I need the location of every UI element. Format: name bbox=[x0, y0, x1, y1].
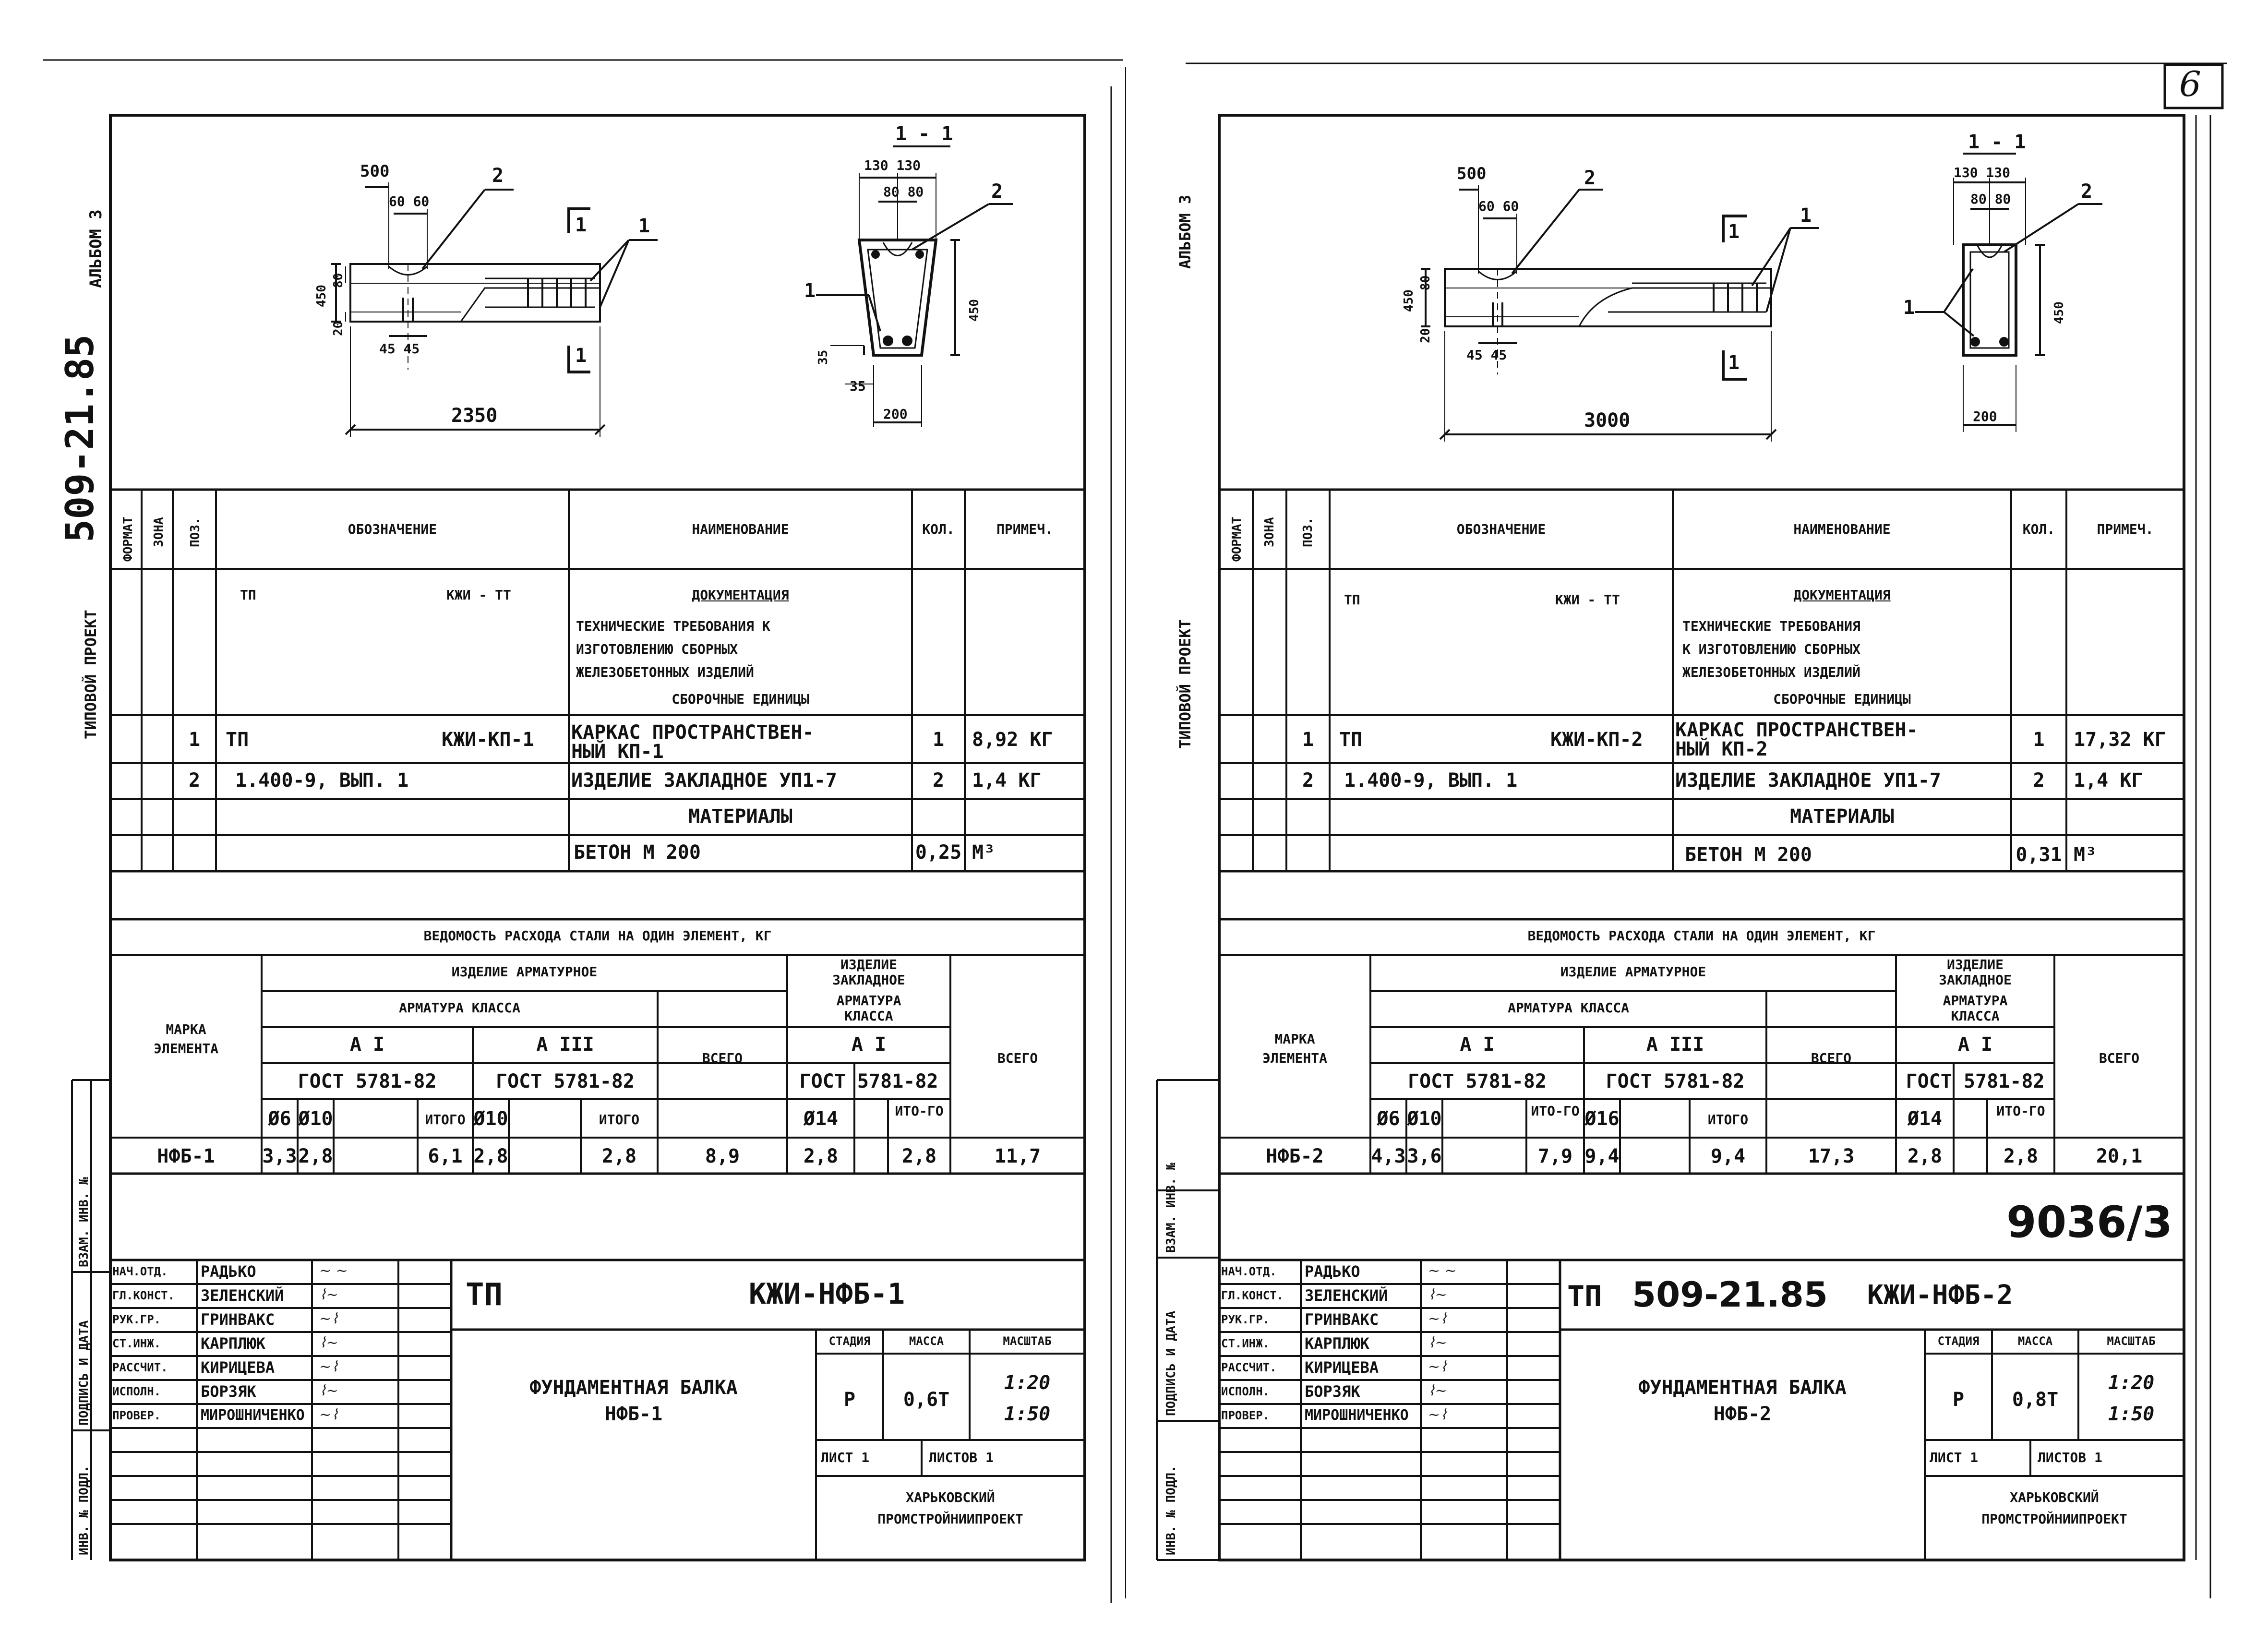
spec-row2-qty-2: 2 bbox=[2033, 769, 2045, 792]
steel-mark-1b: ЭЛЕМЕНТА bbox=[154, 1041, 218, 1056]
steel-row-v8-1: 11,7 bbox=[994, 1145, 1041, 1167]
tb-role-4-2: РАССЧИТ. bbox=[1221, 1361, 1277, 1374]
section-top-2: 130 130 bbox=[1954, 165, 2011, 180]
tb-mass-2: 0,8Т bbox=[2012, 1389, 2059, 1411]
steel-gost-1c: ГОСТ 5781-82 bbox=[799, 1070, 938, 1092]
tb-role-3-1: СТ.ИНЖ. bbox=[112, 1337, 161, 1350]
tb-stage-h-1: СТАДИЯ bbox=[828, 1334, 871, 1348]
tb-name-1-2: ЗЕЛЕНСКИЙ bbox=[1305, 1286, 1388, 1305]
beam-elevation-1 bbox=[331, 182, 658, 437]
signature-mark: ⌇~ bbox=[1428, 1286, 1447, 1303]
steel-title-1: ВЕДОМОСТЬ РАСХОДА СТАЛИ НА ОДИН ЭЛЕМЕНТ, КГ bbox=[423, 928, 772, 944]
steel-row-v0-1: 3,3 bbox=[262, 1145, 297, 1167]
spine-margin-r2: ПОДПИСЬ И ДАТА bbox=[1164, 1310, 1178, 1416]
steel-emb-class-1a: АРМАТУРА bbox=[836, 993, 901, 1008]
spec-assembly-2: СБОРОЧНЫЕ ЕДИНИЦЫ bbox=[1773, 691, 1911, 707]
tb-name-6-1: МИРОШНИЧЕНКО bbox=[201, 1407, 305, 1424]
spec-row2-name1-2: ИЗДЕЛИЕ ЗАКЛАДНОЕ УП1-7 bbox=[1675, 769, 1941, 792]
steel-row-v1-1: 2,8 bbox=[298, 1145, 333, 1167]
tb-sheet-1: ЛИСТ 1 bbox=[821, 1450, 870, 1465]
dim-bot-1: 45 45 bbox=[379, 341, 420, 357]
leader-2-right: 2 bbox=[1584, 167, 1596, 189]
steel-total-arm-2: ВСЕГО bbox=[1811, 1050, 1852, 1066]
tb-name-0-2: РАДЬКО bbox=[1305, 1262, 1360, 1281]
dim-b-2: 20 bbox=[1418, 328, 1433, 343]
tb-name-2-2: ГРИНВАКС bbox=[1305, 1310, 1379, 1329]
tb-sheet-2: ЛИСТ 1 bbox=[1930, 1450, 1979, 1465]
section-top-1: 130 130 bbox=[864, 157, 921, 173]
spec-doc-name-2a: ТЕХНИЧЕСКИЕ ТРЕБОВАНИЯ bbox=[1682, 618, 1860, 634]
dim-sub-2: 60 60 bbox=[1478, 198, 1519, 214]
spec-row1-code-b-2: КЖИ-КП-2 bbox=[1550, 729, 1643, 751]
spec-row1-code-b-1: КЖИ-КП-1 bbox=[442, 729, 534, 751]
steel-emb-1a: ИЗДЕЛИЕ bbox=[840, 957, 897, 972]
spec-row1-pos-2: 1 bbox=[1302, 729, 1314, 751]
signature-mark: ⌇~ bbox=[1428, 1382, 1447, 1399]
cut-mark-1a: 1 bbox=[575, 214, 587, 236]
tb-name-4-2: КИРИЦЕВА bbox=[1305, 1358, 1379, 1377]
steel-col-d6-2: Ø6 bbox=[1377, 1108, 1400, 1130]
dim-top-1: 500 bbox=[360, 162, 390, 181]
tb-name1-1: ФУНДАМЕНТНАЯ БАЛКА bbox=[529, 1377, 738, 1399]
hdr-zone-1: ЗОНА bbox=[152, 517, 166, 547]
spec-row2-name1-1: ИЗДЕЛИЕ ЗАКЛАДНОЕ УП1-7 bbox=[571, 769, 837, 792]
spec-concrete-qty-1: 0,25 bbox=[915, 841, 962, 864]
spec-doc-name-2b: К ИЗГОТОВЛЕНИЮ СБОРНЫХ bbox=[1682, 641, 1860, 657]
spec-doc-name-1a: ТЕХНИЧЕСКИЕ ТРЕБОВАНИЯ К bbox=[576, 618, 770, 634]
dim-length-2: 3000 bbox=[1584, 409, 1631, 432]
tb-role-0-2: НАЧ.ОТД. bbox=[1221, 1265, 1277, 1278]
steel-row-mark-2: НФБ-2 bbox=[1266, 1145, 1324, 1167]
steel-row-v3-1: 2,8 bbox=[473, 1145, 508, 1167]
spine-project-stamp: 509-21.85 bbox=[58, 334, 102, 542]
spec-doc-code-a-2: ТП bbox=[1344, 592, 1360, 608]
steel-row-v2-2: 7,9 bbox=[1537, 1145, 1573, 1167]
leader-2-left: 2 bbox=[492, 165, 504, 187]
tb-code-2: КЖИ-НФБ-2 bbox=[1867, 1280, 2013, 1311]
steel-col-sum3-1: ИТО-ГО bbox=[895, 1103, 944, 1119]
steel-col-d14-1: Ø14 bbox=[803, 1108, 839, 1130]
steel-col-sum3-2: ИТО-ГО bbox=[1996, 1103, 2045, 1119]
spec-row1-code-a-2: ТП bbox=[1339, 729, 1363, 751]
signature-mark: ⌇~ bbox=[1428, 1334, 1447, 1351]
hdr-zone-2: ЗОНА bbox=[1262, 517, 1277, 547]
signature-mark: ~⌇ bbox=[1428, 1406, 1447, 1423]
signature-mark: ~⌇ bbox=[1428, 1358, 1447, 1375]
steel-row-v0-2: 4,3 bbox=[1371, 1145, 1406, 1167]
steel-col-sum2-1: ИТОГО bbox=[599, 1112, 640, 1128]
steel-row-v4-1: 2,8 bbox=[601, 1145, 637, 1167]
section-leader-1b: 1 bbox=[1903, 297, 1915, 319]
steel-emb-a1-2: А I bbox=[1957, 1033, 1993, 1056]
cut-mark-2a: 1 bbox=[1728, 221, 1740, 243]
steel-emb-a1-1: А I bbox=[851, 1033, 887, 1056]
section-leader-2b: 2 bbox=[2081, 180, 2093, 203]
spec-row1-qty-1: 1 bbox=[932, 729, 945, 751]
steel-col-sum2-2: ИТОГО bbox=[1707, 1112, 1749, 1128]
tb-name-1-1: ЗЕЛЕНСКИЙ bbox=[201, 1286, 284, 1305]
tb-scale2-2: 1:50 bbox=[2108, 1403, 2155, 1425]
section-leader-1: 1 bbox=[804, 280, 816, 302]
spec-doc-code-a-1: ТП bbox=[240, 587, 256, 603]
tb-name2-2: НФБ-2 bbox=[1713, 1403, 1772, 1425]
spec-row1-note-1: 8,92 КГ bbox=[972, 729, 1053, 751]
hdr-designation-1: ОБОЗНАЧЕНИЕ bbox=[348, 521, 437, 537]
spec-row1-qty-2: 1 bbox=[2033, 729, 2045, 751]
tb-role-6-2: ПРОВЕР. bbox=[1221, 1409, 1270, 1422]
hdr-qty-1: КОЛ. bbox=[922, 521, 955, 537]
dim-a-2: 80 bbox=[1418, 275, 1433, 290]
tb-name-3-1: КАРПЛЮК bbox=[201, 1334, 265, 1353]
spec-concrete-qty-2: 0,31 bbox=[2016, 844, 2062, 866]
steel-col-d10-2: Ø10 bbox=[1407, 1108, 1442, 1130]
steel-mark-2a: МАРКА bbox=[1274, 1031, 1315, 1047]
steel-gost-2c: ГОСТ 5781-82 bbox=[1906, 1070, 2045, 1092]
spec-concrete-1: БЕТОН М 200 bbox=[574, 841, 701, 864]
spine-margin-3: ВЗАМ. ИНВ. № bbox=[77, 1177, 91, 1267]
section-inner-1: 80 80 bbox=[883, 184, 924, 200]
section-b-1: 35 bbox=[850, 378, 866, 394]
steel-row-mark-1: НФБ-1 bbox=[157, 1145, 215, 1167]
steel-total-arm-1: ВСЕГО bbox=[702, 1050, 743, 1066]
steel-row-v5-1: 8,9 bbox=[705, 1145, 740, 1167]
dim-h-2: 450 bbox=[1402, 289, 1416, 312]
spine-margin-r3: ВЗАМ. ИНВ. № bbox=[1164, 1163, 1178, 1253]
steel-arm-item-1: ИЗДЕЛИЕ АРМАТУРНОЕ bbox=[451, 964, 598, 980]
steel-col-d14-2: Ø14 bbox=[1907, 1108, 1943, 1130]
spec-doc-title-2: ДОКУМЕНТАЦИЯ bbox=[1793, 587, 1891, 603]
steel-col-d10b-1: Ø10 bbox=[473, 1108, 508, 1130]
tb-role-5-1: ИСПОЛН. bbox=[112, 1385, 161, 1398]
tb-series-2: 509-21.85 bbox=[1632, 1274, 1828, 1315]
tb-name-4-1: КИРИЦЕВА bbox=[201, 1358, 275, 1377]
tb-name-6-2: МИРОШНИЧЕНКО bbox=[1305, 1407, 1409, 1424]
dim-top-2: 500 bbox=[1457, 164, 1487, 183]
cut-mark-1b: 1 bbox=[575, 345, 587, 367]
dim-length-1: 2350 bbox=[451, 405, 498, 427]
steel-gost-2b: ГОСТ 5781-82 bbox=[1606, 1070, 1745, 1092]
tb-mass-1: 0,6Т bbox=[903, 1389, 950, 1411]
steel-row-v7-2: 2,8 bbox=[2003, 1145, 2039, 1167]
dim-sub-1: 60 60 bbox=[389, 193, 430, 209]
tb-org1-2: ХАРЬКОВСКИЙ bbox=[2010, 1489, 2099, 1505]
spec-row2-code-a-2: 1.400-9, ВЫП. 1 bbox=[1344, 769, 1518, 792]
steel-emb-2a: ИЗДЕЛИЕ bbox=[1946, 957, 2004, 972]
tb-name-2-1: ГРИНВАКС bbox=[201, 1310, 275, 1329]
dim-b-1: 20 bbox=[331, 321, 346, 336]
signature-mark: ⌇~ bbox=[319, 1286, 338, 1303]
spec-doc-name-1b: ИЗГОТОВЛЕНИЮ СБОРНЫХ bbox=[576, 641, 738, 657]
steel-gost-1a: ГОСТ 5781-82 bbox=[298, 1070, 437, 1092]
tb-scale2-1: 1:50 bbox=[1004, 1403, 1051, 1425]
section-title-2: 1 - 1 bbox=[1968, 131, 2026, 153]
spine-typical-left: ТИПОВОЙ ПРОЕКТ bbox=[82, 610, 100, 739]
spec-concrete-unit-2: М³ bbox=[2074, 844, 2097, 866]
tb-stage-h-2: СТАДИЯ bbox=[1937, 1334, 1980, 1348]
steel-row-v3-2: 9,4 bbox=[1584, 1145, 1620, 1167]
steel-a1-1: А I bbox=[349, 1033, 385, 1056]
tb-stage-1: Р bbox=[843, 1389, 856, 1411]
spec-row1-name1-2: КАРКАС ПРОСТРАНСТВЕН- bbox=[1675, 719, 1918, 741]
spec-row1-name1-1: КАРКАС ПРОСТРАНСТВЕН- bbox=[571, 721, 814, 744]
steel-row-v6-1: 2,8 bbox=[803, 1145, 839, 1167]
tb-mass-h-2: МАССА bbox=[2017, 1334, 2053, 1348]
spec-doc-title-1: ДОКУМЕНТАЦИЯ bbox=[692, 587, 789, 603]
signature-mark: ~ ~ bbox=[1428, 1262, 1457, 1279]
tb-sheets-2: ЛИСТОВ 1 bbox=[2038, 1450, 2102, 1465]
spec-concrete-unit-1: М³ bbox=[972, 841, 996, 864]
tb-role-3-2: СТ.ИНЖ. bbox=[1221, 1337, 1270, 1350]
section-w-1: 200 bbox=[883, 406, 908, 422]
steel-emb-class-2b: КЛАССА bbox=[1951, 1008, 2000, 1024]
spec-concrete-2: БЕТОН М 200 bbox=[1685, 844, 1812, 866]
steel-row-v2-1: 6,1 bbox=[428, 1145, 463, 1167]
section-h-2: 450 bbox=[2052, 301, 2066, 324]
steel-row-v5-2: 17,3 bbox=[1808, 1145, 1855, 1167]
section-w-2: 200 bbox=[1973, 408, 1997, 424]
steel-emb-2b: ЗАКЛАДНОЕ bbox=[1939, 972, 2012, 988]
spec-row1-name2-2: НЫЙ КП-2 bbox=[1675, 738, 1768, 760]
spec-row2-note-1: 1,4 КГ bbox=[972, 769, 1042, 792]
steel-col-d6-1: Ø6 bbox=[268, 1108, 291, 1130]
tb-role-2-1: РУК.ГР. bbox=[112, 1313, 161, 1326]
steel-row-v1-2: 3,6 bbox=[1407, 1145, 1442, 1167]
steel-gost-2a: ГОСТ 5781-82 bbox=[1408, 1070, 1547, 1092]
tb-org1-1: ХАРЬКОВСКИЙ bbox=[906, 1489, 995, 1505]
dim-h-1: 450 bbox=[314, 285, 329, 307]
signature-mark: ~⌇ bbox=[319, 1406, 338, 1423]
spine-album-left: АЛЬБОМ 3 bbox=[86, 209, 106, 288]
tb-sheets-1: ЛИСТОВ 1 bbox=[929, 1450, 994, 1465]
steel-row-v7-1: 2,8 bbox=[901, 1145, 937, 1167]
spec-materials-1: МАТЕРИАЛЫ bbox=[688, 805, 792, 828]
spine-margin-2: ПОДПИСЬ И ДАТА bbox=[77, 1320, 91, 1426]
tb-role-2-2: РУК.ГР. bbox=[1221, 1313, 1270, 1326]
hdr-name-1: НАИМЕНОВАНИЕ bbox=[692, 521, 789, 537]
tb-name-5-1: БОРЗЯК bbox=[201, 1382, 256, 1401]
spine-album-right: АЛЬБОМ 3 bbox=[1176, 194, 1194, 269]
steel-a3-1: А III bbox=[536, 1033, 594, 1056]
steel-mark-2b: ЭЛЕМЕНТА bbox=[1262, 1050, 1327, 1066]
tb-org2-2: ПРОМСТРОЙНИИПРОЕКТ bbox=[1981, 1511, 2127, 1527]
dim-a-1: 80 bbox=[331, 273, 346, 288]
spec-row2-qty-1: 2 bbox=[932, 769, 945, 792]
spec-row2-pos-1: 2 bbox=[188, 769, 201, 792]
steel-row-v8-2: 20,1 bbox=[2096, 1145, 2143, 1167]
section-title-1: 1 - 1 bbox=[895, 123, 953, 145]
tb-scale1-1: 1:20 bbox=[1004, 1372, 1051, 1394]
leader-1-left: 1 bbox=[638, 215, 650, 237]
leader-1-right: 1 bbox=[1800, 204, 1812, 227]
hdr-pos-1: ПОЗ. bbox=[188, 517, 203, 547]
tb-role-4-1: РАССЧИТ. bbox=[112, 1361, 168, 1374]
beam-elevation-2 bbox=[1421, 185, 1819, 442]
signature-mark: ~⌇ bbox=[1428, 1310, 1447, 1327]
spec-doc-name-2c: ЖЕЛЕЗОБЕТОННЫХ ИЗДЕЛИЙ bbox=[1682, 664, 1860, 680]
spec-materials-2: МАТЕРИАЛЫ bbox=[1790, 805, 1894, 828]
tb-stage-2: Р bbox=[1952, 1389, 1965, 1411]
tb-scale-h-2: МАСШТАБ bbox=[2107, 1334, 2156, 1348]
spec-assembly-1: СБОРОЧНЫЕ ЕДИНИЦЫ bbox=[672, 691, 809, 707]
steel-gost-1b: ГОСТ 5781-82 bbox=[496, 1070, 635, 1092]
tb-scale-h-1: МАСШТАБ bbox=[1003, 1334, 1052, 1348]
tb-role-5-2: ИСПОЛН. bbox=[1221, 1385, 1270, 1398]
page-number: 6 bbox=[2179, 64, 2201, 104]
tb-org2-1: ПРОМСТРОЙНИИПРОЕКТ bbox=[877, 1511, 1023, 1527]
tb-role-0-1: НАЧ.ОТД. bbox=[112, 1265, 168, 1278]
section-leader-2: 2 bbox=[991, 180, 1003, 203]
steel-col-sum1-2: ИТО-ГО bbox=[1531, 1103, 1580, 1119]
steel-col-d16-2: Ø16 bbox=[1584, 1108, 1620, 1130]
steel-class-1: АРМАТУРА КЛАССА bbox=[399, 1000, 520, 1016]
spine-margin-1: ИНВ. № ПОДЛ. bbox=[77, 1465, 91, 1555]
spec-doc-code-b-2: КЖИ - ТТ bbox=[1555, 592, 1620, 608]
signature-mark: ~⌇ bbox=[319, 1358, 338, 1375]
section-inner-2: 80 80 bbox=[1970, 191, 2011, 207]
hdr-qty-2: КОЛ. bbox=[2022, 521, 2055, 537]
archive-number: 9036/3 bbox=[2006, 1197, 2172, 1248]
steel-class-2: АРМАТУРА КЛАССА bbox=[1508, 1000, 1629, 1016]
hdr-format-2: ФОРМАТ bbox=[1230, 516, 1244, 562]
spec-row2-pos-2: 2 bbox=[1302, 769, 1314, 792]
signature-mark: ~ ~ bbox=[319, 1262, 348, 1279]
hdr-note-2: ПРИМЕЧ. bbox=[2097, 521, 2154, 537]
tb-name-3-2: КАРПЛЮК bbox=[1305, 1334, 1369, 1353]
spec-row1-note-2: 17,32 КГ bbox=[2074, 729, 2166, 751]
spec-doc-code-b-1: КЖИ - ТТ bbox=[446, 587, 511, 603]
signature-mark: ⌇~ bbox=[319, 1334, 338, 1351]
hdr-format-1: ФОРМАТ bbox=[121, 516, 135, 562]
steel-row-v6-2: 2,8 bbox=[1907, 1145, 1943, 1167]
tb-role-1-2: ГЛ.КОНСТ. bbox=[1221, 1289, 1284, 1302]
spec-doc-name-1c: ЖЕЛЕЗОБЕТОННЫХ ИЗДЕЛИЙ bbox=[576, 664, 754, 680]
spine-margin-r1: ИНВ. № ПОДЛ. bbox=[1164, 1465, 1178, 1555]
steel-a3-2: А III bbox=[1646, 1033, 1704, 1056]
spec-row2-note-2: 1,4 КГ bbox=[2074, 769, 2143, 792]
dim-bot-2: 45 45 bbox=[1466, 347, 1507, 363]
tb-role-6-1: ПРОВЕР. bbox=[112, 1409, 161, 1422]
hdr-pos-2: ПОЗ. bbox=[1301, 517, 1315, 547]
spec-row2-code-a-1: 1.400-9, ВЫП. 1 bbox=[235, 769, 409, 792]
steel-a1-2: А I bbox=[1460, 1033, 1495, 1056]
spine-typical-right: ТИПОВОЙ ПРОЕКТ bbox=[1176, 619, 1194, 749]
tb-tp-2: ТП bbox=[1567, 1280, 1602, 1313]
steel-total-all-1: ВСЕГО bbox=[997, 1050, 1038, 1066]
steel-emb-class-2a: АРМАТУРА bbox=[1943, 993, 2008, 1008]
signature-mark: ~⌇ bbox=[319, 1310, 338, 1327]
section-h-1: 450 bbox=[967, 299, 982, 322]
tb-tp-1: ТП bbox=[466, 1277, 503, 1313]
signature-mark: ⌇~ bbox=[319, 1382, 338, 1399]
tb-scale1-2: 1:20 bbox=[2108, 1372, 2155, 1394]
steel-col-sum1-1: ИТОГО bbox=[425, 1112, 466, 1128]
spec-row1-name2-1: НЫЙ КП-1 bbox=[571, 741, 664, 763]
hdr-designation-2: ОБОЗНАЧЕНИЕ bbox=[1456, 521, 1546, 537]
section-a-1: 35 bbox=[816, 349, 830, 365]
steel-total-all-2: ВСЕГО bbox=[2099, 1050, 2140, 1066]
steel-col-d10-1: Ø10 bbox=[298, 1108, 333, 1130]
steel-emb-class-1b: КЛАССА bbox=[844, 1008, 893, 1024]
hdr-name-2: НАИМЕНОВАНИЕ bbox=[1793, 521, 1891, 537]
steel-mark-1a: МАРКА bbox=[166, 1021, 206, 1037]
steel-row-v4-2: 9,4 bbox=[1710, 1145, 1746, 1167]
tb-code-1: КЖИ-НФБ-1 bbox=[749, 1277, 905, 1311]
steel-emb-1b: ЗАКЛАДНОЕ bbox=[832, 972, 905, 988]
hdr-note-1: ПРИМЕЧ. bbox=[996, 521, 1053, 537]
tb-role-1-1: ГЛ.КОНСТ. bbox=[112, 1289, 175, 1302]
tb-name-0-1: РАДЬКО bbox=[201, 1262, 256, 1281]
tb-mass-h-1: МАССА bbox=[909, 1334, 944, 1348]
tb-name1-2: ФУНДАМЕНТНАЯ БАЛКА bbox=[1638, 1377, 1847, 1399]
tb-name-5-2: БОРЗЯК bbox=[1305, 1382, 1360, 1401]
steel-arm-item-2: ИЗДЕЛИЕ АРМАТУРНОЕ bbox=[1560, 964, 1706, 980]
spec-row1-pos-1: 1 bbox=[188, 729, 201, 751]
steel-title-2: ВЕДОМОСТЬ РАСХОДА СТАЛИ НА ОДИН ЭЛЕМЕНТ, КГ bbox=[1527, 928, 1876, 944]
cut-mark-2b: 1 bbox=[1728, 352, 1740, 374]
tb-name2-1: НФБ-1 bbox=[604, 1403, 663, 1425]
spec-row1-code-a-1: ТП bbox=[226, 729, 249, 751]
